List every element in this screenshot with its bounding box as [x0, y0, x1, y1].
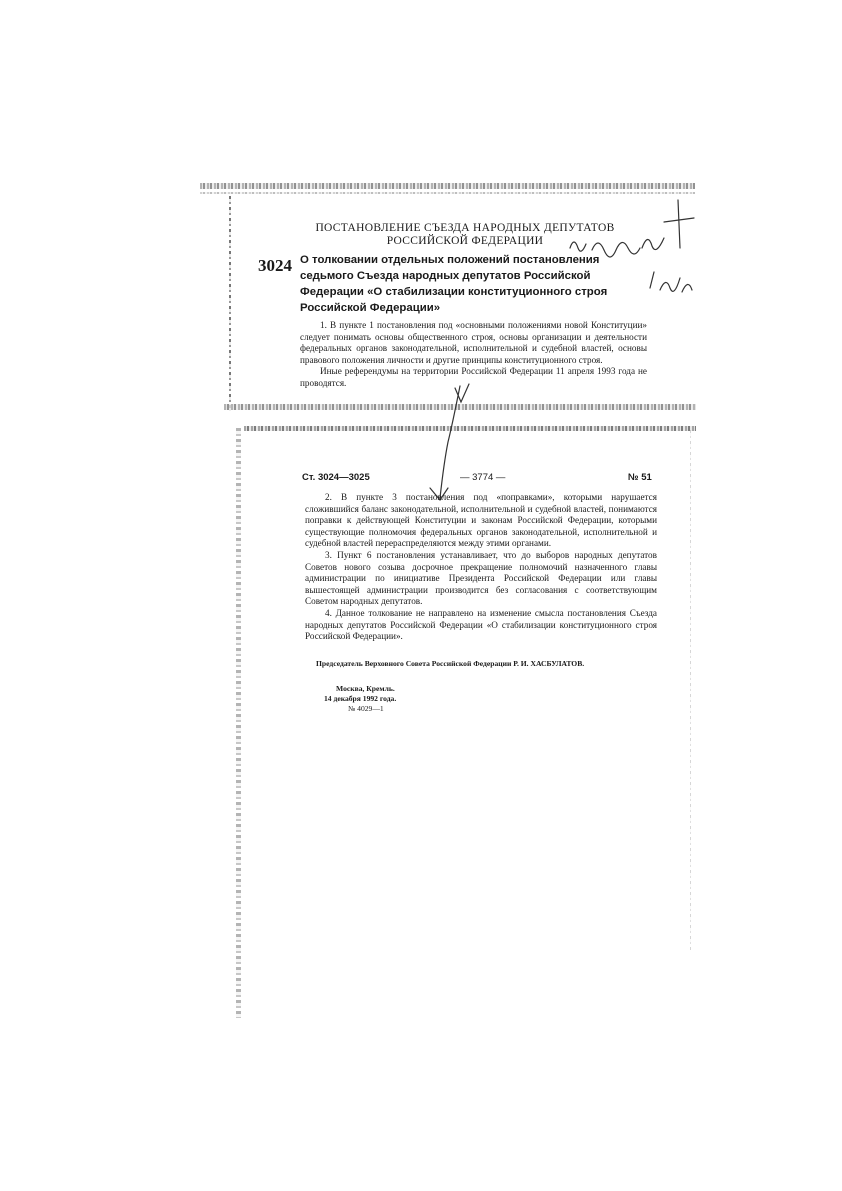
resolution-title-line2: РОССИЙСКОЙ ФЕДЕРАЦИИ	[386, 235, 544, 247]
signing-date: 14 декабря 1992 года.	[324, 694, 397, 703]
handwritten-arrow-line	[440, 386, 460, 498]
paragraph-4: 4. Данное толкование не направлено на изменение смысла постановления Съезда народных депутатов Российской Федерации «О стабилизации конституционного строя Российской Федерации».	[305, 607, 657, 642]
resolution-title-line1: ПОСТАНОВЛЕНИЕ СЪЕЗДА НАРОДНЫХ ДЕПУТАТОВ	[315, 222, 615, 234]
page-number: — 3774 —	[460, 472, 506, 483]
document-heading: О толковании отдельных положений постановления седьмого Съезда народных депутатов Российской Федерации «О стабилизации конституционного строя Российской Федерации»	[300, 254, 608, 314]
lower-fragment-top-edge	[244, 426, 696, 431]
page-ref: Ст. 3024—3025	[302, 472, 370, 483]
document-number: 3024	[258, 256, 292, 275]
scan-edge-top-thin	[200, 192, 695, 194]
handwritten-year	[650, 272, 692, 292]
paragraph-2: 2. В пункте 3 постановления под «поправками», которыми нарушается сложившийся баланс законодательной, исполнительной и судебной властей, понимаются поправки к действующей Конституции и законам Российской Федерации, которыми существующие полномочия федеральных органов законодательной, исполнительной и судебной властей перераспределяются между этими органами.	[305, 492, 657, 549]
upper-body	[300, 320, 647, 390]
scan-edge-lower-left	[236, 428, 241, 1018]
paragraph-referendum: Иные референдумы на территории Российской Федерации 11 апреля 1993 года не проводятся.	[300, 366, 647, 388]
lower-body	[305, 492, 657, 643]
signing-place: Москва, Кремль.	[336, 684, 395, 693]
scan-edge-upper-left	[229, 196, 231, 411]
paragraph-3: 3. Пункт 6 постановления устанавливает, что до выборов народных депутатов Советов нового созыва досрочное прекращение полномочий назначенного главы администрации по инициативе Президента Российской Федерации или главы вышестоящей администрации производится без согласования с соответствующим Советом народных депутатов.	[305, 549, 657, 607]
scan-edge-top	[200, 183, 695, 189]
scan-edge-right	[690, 430, 691, 950]
paragraph-1: 1. В пункте 1 постановления под «основными положениями новой Конституции» следует понимать основы общественного строя, основы организации и деятельности федеральных органов законодательной, исполнительной и судебной властей, основы правового положения личности и другие принципы конституционного строя.	[300, 320, 647, 365]
signature-line: Председатель Верховного Совета Российской Федерации Р. И. ХАСБУЛАТОВ.	[316, 659, 585, 668]
issue-number: № 51	[628, 472, 652, 483]
registration-number: № 4029—1	[348, 704, 384, 713]
fold-line	[224, 404, 696, 410]
